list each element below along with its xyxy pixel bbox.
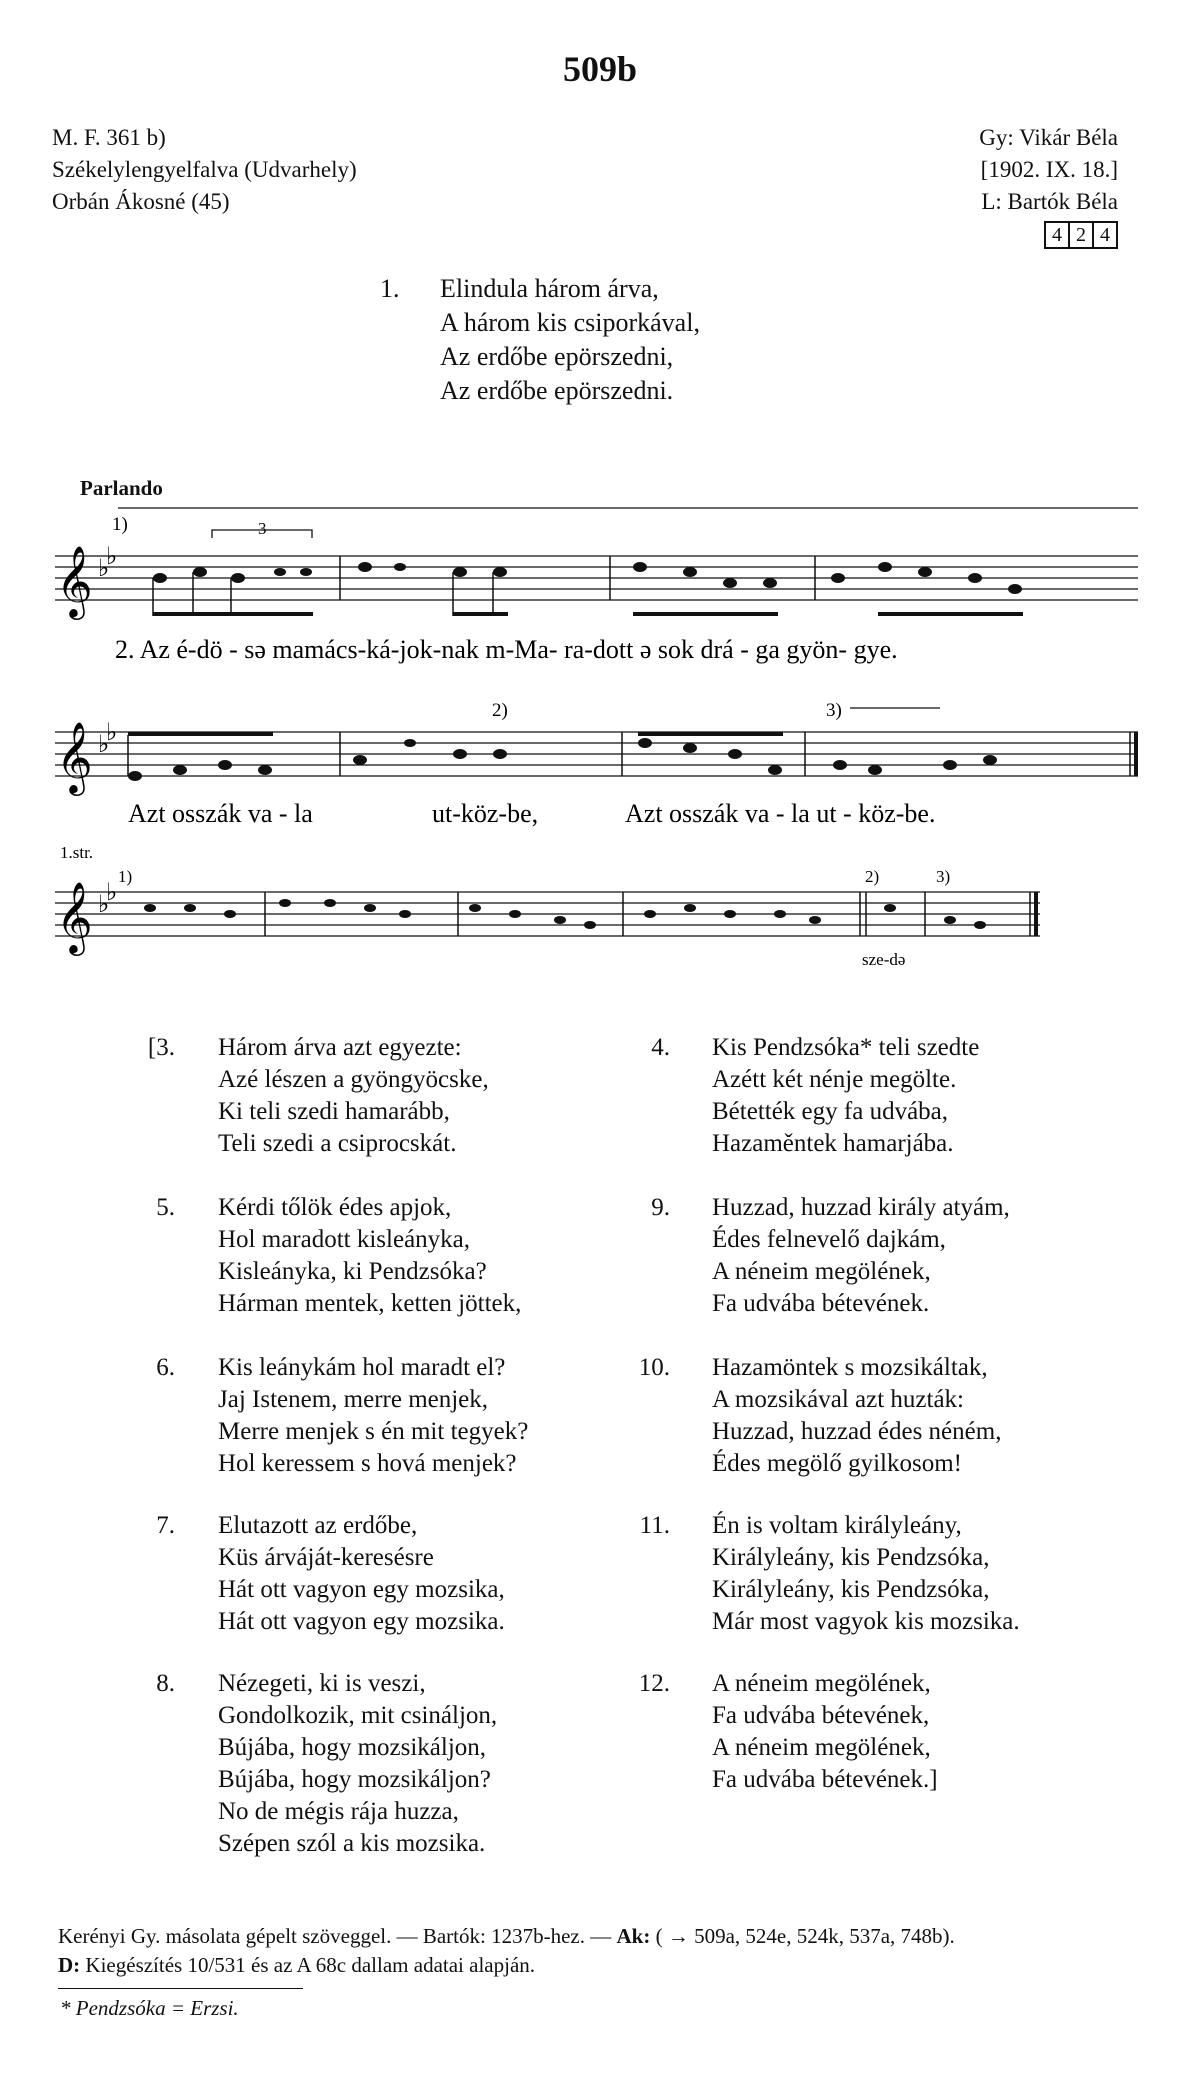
lyrics-line-2b: ut-köz-be,: [432, 799, 539, 828]
footnote: * Pendzsóka = Erzsi.: [60, 1996, 239, 2020]
verse-line: A néneim megölének,: [712, 1670, 931, 1697]
verse-line: Hazaměntek hamarjába.: [712, 1130, 954, 1157]
verse-line: Küs árváját-keresésre: [218, 1544, 434, 1571]
verse-number: 9.: [651, 1194, 670, 1221]
verse-line: Hárman mentek, ketten jöttek,: [218, 1290, 522, 1317]
music-score: [0, 500, 1200, 970]
verse-line: Fa udvába bétevének.: [712, 1290, 930, 1317]
verse-line: Huzzad, huzzad édes néném,: [712, 1418, 1002, 1445]
note-label-d: D:: [58, 1953, 81, 1977]
collector-info: [979, 122, 1118, 250]
verse-line: Édes felnevelő dajkám,: [712, 1226, 946, 1253]
verses-left: [0, 1032, 600, 1857]
verse-line: Fa udvába bétevének.]: [712, 1766, 938, 1793]
staff-3: [55, 892, 1040, 936]
collection-date: [1902. IX. 18.]: [980, 157, 1118, 182]
transcriber: L: Bartók Béla: [981, 189, 1118, 214]
marker-2: 2): [492, 700, 508, 721]
notes-system-2: [128, 732, 1136, 781]
verse-line: Bújába, hogy mozsikáljon,: [218, 1734, 487, 1761]
verse-line: Hát ott vagyon egy mozsika,: [218, 1576, 505, 1603]
verse-number: 8.: [156, 1670, 175, 1697]
verse-number: 4.: [651, 1034, 670, 1061]
marker-1b: 1): [118, 867, 133, 886]
note-text: Kiegészítés 10/531 és az A 68c dallam adatai alapján.: [80, 1953, 536, 1977]
verse-number: 12.: [638, 1670, 670, 1697]
verse-line: Hát ott vagyon egy mozsika.: [218, 1608, 505, 1635]
box-3: 4: [1092, 221, 1118, 249]
verse-number: 10.: [638, 1354, 670, 1381]
box-2: 2: [1068, 221, 1094, 249]
verse-line: Édes megölő gyilkosom!: [712, 1450, 962, 1477]
source-place: Székelylengyelfalva (Udvarhely): [52, 157, 357, 182]
tempo-marking: Parlando: [80, 476, 163, 500]
lyrics-line-2c: Azt osszák va - la ut - köz-be.: [625, 799, 936, 828]
stanza-line: Az erdőbe epörszedni.: [440, 376, 674, 405]
verse-line: Ki teli szedi hamarább,: [218, 1098, 450, 1125]
lyrics-line-2a: Azt osszák va - la: [128, 799, 313, 828]
verse-line: Hazamöntek s mozsikáltak,: [712, 1354, 988, 1381]
verse-line: Teli szedi a csiprocskát.: [218, 1130, 457, 1157]
note-line-1: [58, 1922, 955, 1951]
flat-icon: ♭: [106, 878, 118, 906]
flat-icon: ♭: [106, 542, 118, 570]
stanza-line: Elindula három árva,: [440, 274, 659, 303]
classification-boxes: [1046, 221, 1118, 249]
verse-line: Huzzad, huzzad király atyám,: [712, 1194, 1010, 1221]
verse-line: Jaj Istenem, merre menjek,: [218, 1386, 489, 1413]
marker-3: 3): [826, 700, 842, 721]
verse-line: Királyleány, kis Pendzsóka,: [712, 1544, 990, 1571]
verse-number: 11.: [639, 1512, 670, 1539]
marker-1: 1): [112, 514, 128, 535]
verse-line: Merre menjek s én mit tegyek?: [218, 1418, 529, 1445]
lyrics-line-1: 2. Az é-dö - sə mamács-ká-jok-nak m-Ma- ra-dott ə sok drá - ga gyön- gye.: [115, 635, 898, 664]
source-singer: Orbán Ákosné (45): [52, 189, 230, 214]
verse-line: Bújába, hogy mozsikáljon?: [218, 1766, 491, 1793]
note-label-ak: Ak:: [616, 1924, 651, 1948]
verse-line: Királyleány, kis Pendzsóka,: [712, 1576, 990, 1603]
verse-number: 5.: [156, 1194, 175, 1221]
lyrics-line-3: sze-də: [862, 950, 906, 969]
verse-line: Kérdi tőlök édes apjok,: [218, 1194, 452, 1221]
staff-2: [55, 732, 1138, 776]
box-1: 4: [1044, 221, 1070, 249]
verse-line: Gondolkozik, mit csináljon,: [218, 1702, 498, 1729]
verse-line: Azé lészen a gyöngyöcske,: [218, 1066, 489, 1093]
editorial-notes: [58, 1922, 955, 1980]
marker-2b: 2): [865, 867, 880, 886]
verse-line: Bétették egy fa udvába,: [712, 1098, 949, 1125]
flat-icon: ♭: [106, 718, 118, 746]
verse-line: Kis Pendzsóka* teli szedte: [712, 1034, 980, 1061]
source-id: M. F. 361 b): [52, 125, 166, 150]
notes-system-1: [153, 556, 1023, 616]
source-info: [52, 122, 357, 218]
footnote-divider: [58, 1988, 303, 1989]
verse-line: Kis leánykám hol maradt el?: [218, 1354, 506, 1381]
verse-line: No de mégis rája huzza,: [218, 1798, 459, 1825]
strophe-mark: 1.str.: [60, 843, 94, 862]
verse-line: Hol keressem s hová menjek?: [218, 1450, 517, 1477]
treble-clef-icon: 𝄞: [56, 880, 93, 953]
verse-line: Szépen szól a kis mozsika.: [218, 1830, 486, 1857]
verse-line: Három árva azt egyezte:: [218, 1034, 462, 1061]
verse-line: A néneim megölének,: [712, 1734, 931, 1761]
verses-right: [600, 1032, 1200, 1852]
note-text: ( → 509a, 524e, 524k, 537a, 748b).: [650, 1924, 955, 1948]
treble-clef-icon: 𝄞: [56, 544, 93, 617]
note-text: Kerényi Gy. másolata gépelt szöveggel. — Bartók: 1237b-hez. —: [58, 1924, 617, 1948]
stanza-line: A három kis csiporkával,: [440, 308, 700, 337]
marker-3b: 3): [936, 867, 951, 886]
page-title: 509b: [562, 49, 638, 89]
verse-line: A néneim megölének,: [712, 1258, 931, 1285]
triplet-mark: 3: [258, 519, 267, 538]
verse-line: Én is voltam királyleány,: [712, 1512, 962, 1539]
stanza-number: 1.: [380, 274, 400, 303]
verse-number: 6.: [156, 1354, 175, 1381]
verse-line: Elutazott az erdőbe,: [218, 1512, 418, 1539]
stanza-line: Az erdőbe epörszedni,: [440, 342, 674, 371]
verse-line: A mozsikával azt huzták:: [712, 1386, 965, 1413]
collector: Gy: Vikár Béla: [979, 125, 1118, 150]
verse-line: Azétt két nénje megölte.: [712, 1066, 957, 1093]
flat-icon: ♭: [98, 890, 110, 918]
verse-line: Fa udvába bétevének,: [712, 1702, 930, 1729]
verse-number: [3.: [147, 1034, 175, 1061]
verse-line: Már most vagyok kis mozsika.: [712, 1608, 1020, 1635]
verse-line: Kisleányka, ki Pendzsóka?: [218, 1258, 487, 1285]
flat-icon: ♭: [98, 730, 110, 758]
verse-line: Hol maradott kisleányka,: [218, 1226, 471, 1253]
treble-clef-icon: 𝄞: [56, 720, 93, 793]
verse-line: Nézegeti, ki is veszi,: [218, 1670, 426, 1697]
note-line-2: [58, 1951, 955, 1980]
flat-icon: ♭: [98, 554, 110, 582]
verse-number: 7.: [156, 1512, 175, 1539]
stanza-1: [380, 272, 700, 408]
